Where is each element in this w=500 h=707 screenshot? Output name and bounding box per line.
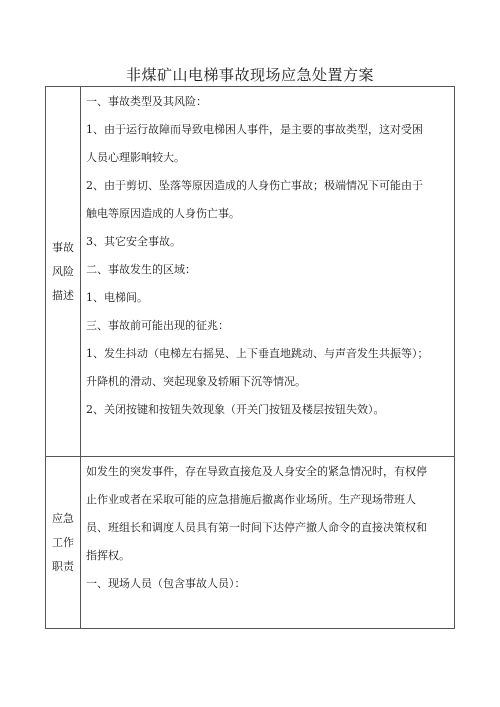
- paragraph: 3、其它安全事故。: [86, 235, 181, 248]
- paragraph: 止作业或者在采取可能的应急措施后撤离作业场所。生产现场带班人: [86, 493, 416, 506]
- paragraph: 1、发生抖动（电梯左右摇晃、上下垂直地跳动、与声音发生共振等）；: [86, 347, 429, 360]
- paragraph: 触电等原因造成的人身伤亡事。: [86, 207, 240, 220]
- paragraph: 一、事故类型及其风险：: [86, 95, 207, 108]
- paragraph: 2、关闭按键和按钮失效现象（开关门按钮及楼层按钮失效）。: [86, 403, 385, 416]
- paragraph: 人员心理影响较大。: [86, 151, 185, 164]
- section-label-risk: [46, 87, 81, 457]
- label-line: 职责: [52, 559, 74, 573]
- paragraph: 1、由于运行故障而导致电梯困人事件，是主要的事故类型，这对受困: [86, 123, 423, 136]
- paragraph: 2、由于剪切、坠落等原因造成的人身伤亡事故；极端情况下可能由于: [86, 179, 423, 192]
- section-content-duties: [81, 457, 455, 629]
- label-line: 描述: [52, 288, 74, 302]
- paragraph: 三、事故前可能出现的征兆：: [86, 319, 229, 332]
- section-content-risk: [81, 87, 455, 457]
- label-line: 工作: [52, 535, 74, 549]
- paragraph: 一、现场人员（包含事故人员）：: [86, 577, 246, 590]
- label-line: 风险: [52, 264, 74, 278]
- paragraph: 指挥权。: [86, 549, 130, 562]
- paragraph: 1、电梯间。: [86, 291, 148, 304]
- label-line: 事故: [52, 240, 74, 254]
- table-row-duties: [46, 457, 455, 629]
- label-line: 应急: [52, 511, 74, 525]
- paragraph: 员、班组长和调度人员具有第一时间下达停产撤人命令的直接决策权和: [86, 521, 427, 534]
- plan-table: [45, 86, 455, 629]
- table-row-risk: [46, 87, 455, 457]
- document-title: 非煤矿山电梯事故现场应急处置方案: [125, 66, 374, 84]
- paragraph: 升降机的滑动、突起现象及轿厢下沉等情况。: [86, 375, 306, 388]
- paragraph: 如发生的突发事件，存在导致直接危及人身安全的紧急情况时，有权停: [86, 465, 427, 478]
- paragraph: 二、事故发生的区域：: [86, 263, 196, 276]
- section-label-duties: [46, 457, 81, 629]
